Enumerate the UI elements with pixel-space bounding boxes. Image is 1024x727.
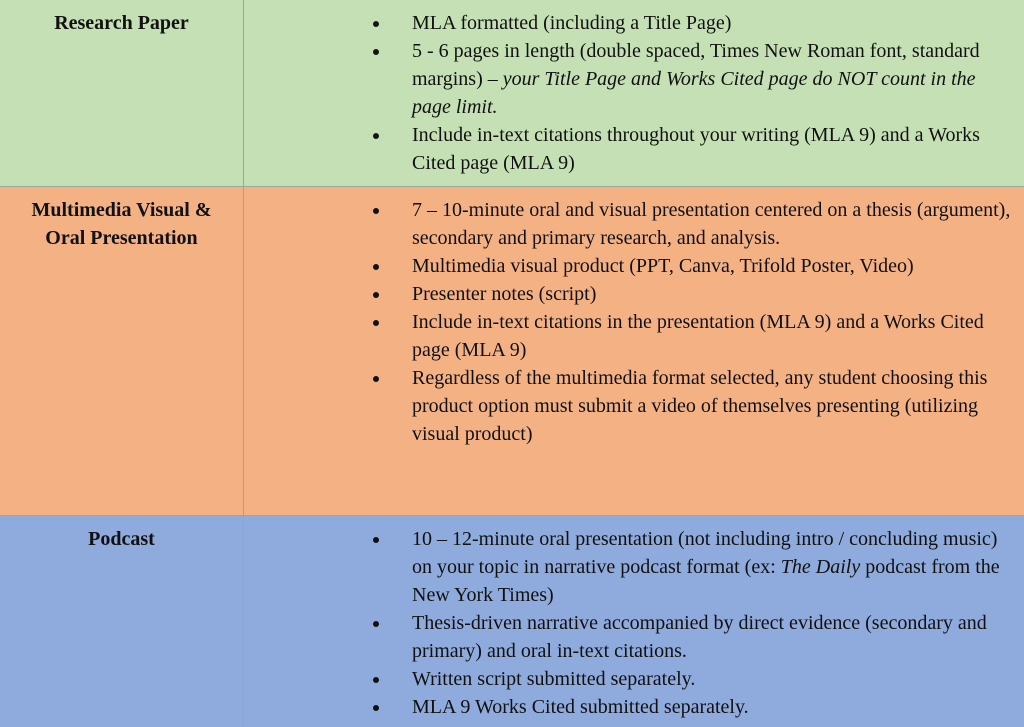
requirements-podcast [244,516,1024,727]
list-item: 10 – 12-minute oral presentation (not including intro / concluding music) on your topic in narrative podcast format (ex: The Daily podcast from the New York Times) [244,525,1024,609]
requirements-multimedia-presentation [244,187,1024,515]
list-item: Presenter notes (script) [244,280,1024,308]
list-item: Multimedia visual product (PPT, Canva, Trifold Poster, Video) [244,252,1024,280]
list-item: MLA 9 Works Cited submitted separately. [244,693,1024,721]
list-item: Include in-text citations in the presentation (MLA 9) and a Works Cited page (MLA 9) [244,308,1024,364]
label-podcast: Podcast [0,516,244,727]
row-podcast [0,516,1024,727]
row-multimedia-presentation [0,187,1024,516]
label-research-paper: Research Paper [0,0,244,186]
row-research-paper [0,0,1024,187]
bullet-list [244,196,1024,448]
list-item: 5 - 6 pages in length (double spaced, Times New Roman font, standard margins) – your Title Page and Works Cited page do NOT count in the page limit. [244,37,1024,121]
label-multimedia-presentation: Multimedia Visual & Oral Presentation [0,187,244,515]
list-item: Written script submitted separately. [244,665,1024,693]
bullet-list [244,525,1024,721]
list-item: 7 – 10-minute oral and visual presentation centered on a thesis (argument), secondary and primary research, and analysis. [244,196,1024,252]
list-item: Include in-text citations throughout your writing (MLA 9) and a Works Cited page (MLA 9) [244,121,1024,177]
list-item: Regardless of the multimedia format selected, any student choosing this product option must submit a video of themselves presenting (utilizing visual product) [244,364,1024,448]
requirements-research-paper [244,0,1024,186]
bullet-list [244,9,1024,177]
list-item: MLA formatted (including a Title Page) [244,9,1024,37]
list-item: Thesis-driven narrative accompanied by direct evidence (secondary and primary) and oral in-text citations. [244,609,1024,665]
